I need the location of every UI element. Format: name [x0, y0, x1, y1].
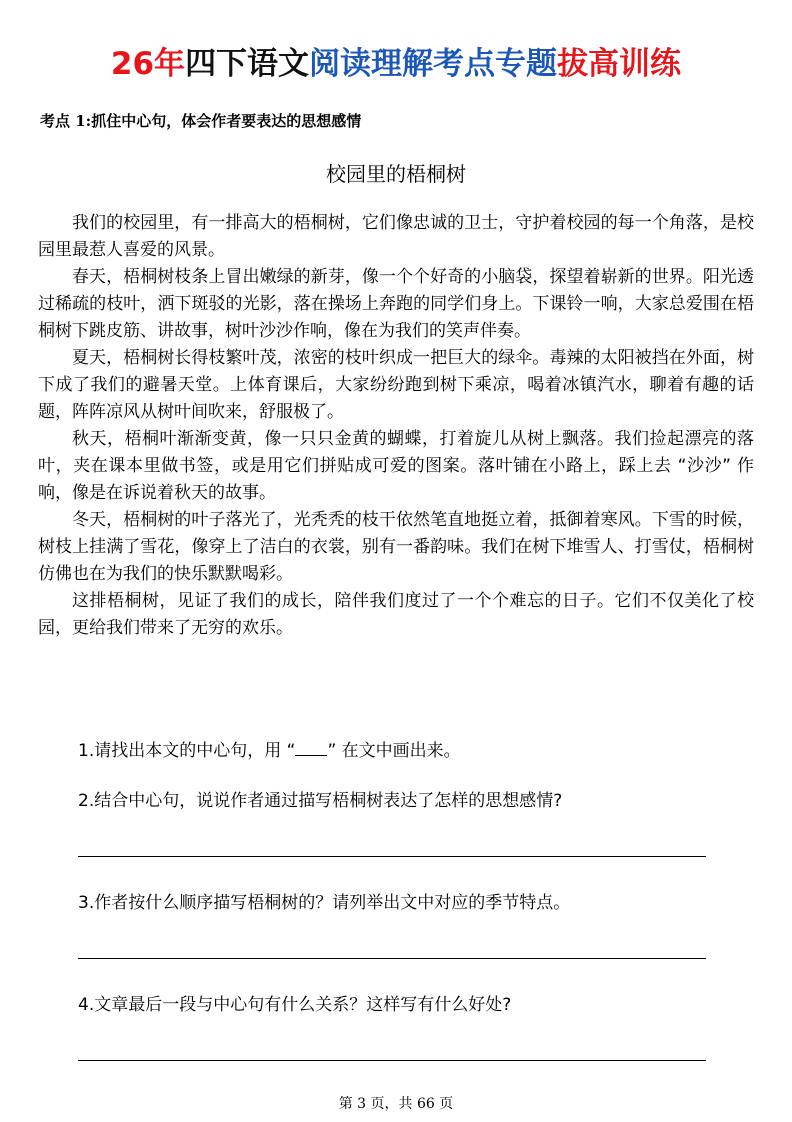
question-3: 3.作者按什么顺序描写梧桐树的？请列举出文中对应的季节特点。 [78, 893, 571, 913]
title-part-year: 26年 [110, 46, 186, 82]
paragraph: 冬天，梧桐树的叶子落光了，光秃秃的枝干依然笔直地挺立着，抵御着寒风。下雪的时候，树枝上挂满了雪花，像穿上了洁白的衣裳，别有一番韵味。我们在树下堆雪人、打雪仗，梧桐树仿佛也在为我们的快乐默默喝彩。 [38, 510, 754, 584]
paragraph: 这排梧桐树，见证了我们的成长，陪伴我们度过了一个个难忘的日子。它们不仅美化了校园，更给我们带来了无穷的欢乐。 [38, 591, 754, 638]
paragraph: 夏天，梧桐树长得枝繁叶茂，浓密的枝叶织成一把巨大的绿伞。毒辣的太阳被挡在外面，树下成了我们的避暑天堂。上体育课后，大家纷纷跑到树下乘凉，喝着冰镇汽水，聊着有趣的话题，阵阵凉风从树叶间吹来，舒服极了。 [38, 348, 754, 422]
kaodian-label: 考点 1:抓住中心句，体会作者要表达的思想感情 [40, 112, 362, 130]
question-4: 4.文章最后一段与中心句有什么关系？这样写有什么好处? [78, 995, 512, 1015]
page-number: 第 3 页，共 66 页 [338, 1096, 454, 1112]
answer-line-2[interactable] [78, 856, 706, 857]
answer-line-4[interactable] [78, 1060, 706, 1061]
question-1-text-b: ” 在文中画出来。 [327, 741, 461, 761]
paragraph: 秋天，梧桐叶渐渐变黄，像一只只金黄的蝴蝶，打着旋儿从树上飘落。我们捡起漂亮的落叶，夹在课本里做书签，或是用它们拼贴成可爱的图案。落叶铺在小路上，踩上去 “沙沙” 作响，像是在诉说着秋天的故事。 [38, 429, 754, 503]
question-1-text-a: 1.请找出本文的中心句，用 “ [78, 741, 296, 761]
paragraph: 春天，梧桐树枝条上冒出嫩绿的新芽，像一个个好奇的小脑袋，探望着崭新的世界。阳光透过稀疏的枝叶，洒下斑驳的光影，落在操场上奔跑的同学们身上。下课铃一响，大家总爱围在梧桐树下跳皮筋、讲故事，树叶沙沙作响，像在为我们的笑声伴奏。 [38, 267, 754, 341]
paragraph: 我们的校园里，有一排高大的梧桐树，它们像忠诚的卫士，守护着校园的每一个角落，是校园里最惹人喜爱的风景。 [38, 213, 754, 260]
question-1 [78, 736, 461, 761]
title-part-grade: 四下语文 [185, 46, 310, 82]
title-part-training: 拔高训练 [557, 46, 682, 82]
passage-body [38, 210, 754, 642]
passage-title: 校园里的梧桐树 [326, 162, 466, 186]
answer-line-3[interactable] [78, 958, 706, 959]
underline-sample [295, 741, 327, 756]
page-title [0, 40, 792, 88]
question-2: 2.结合中心句，说说作者通过描写梧桐树表达了怎样的思想感情? [78, 791, 563, 811]
title-part-topic: 阅读理解考点专题 [309, 46, 558, 82]
